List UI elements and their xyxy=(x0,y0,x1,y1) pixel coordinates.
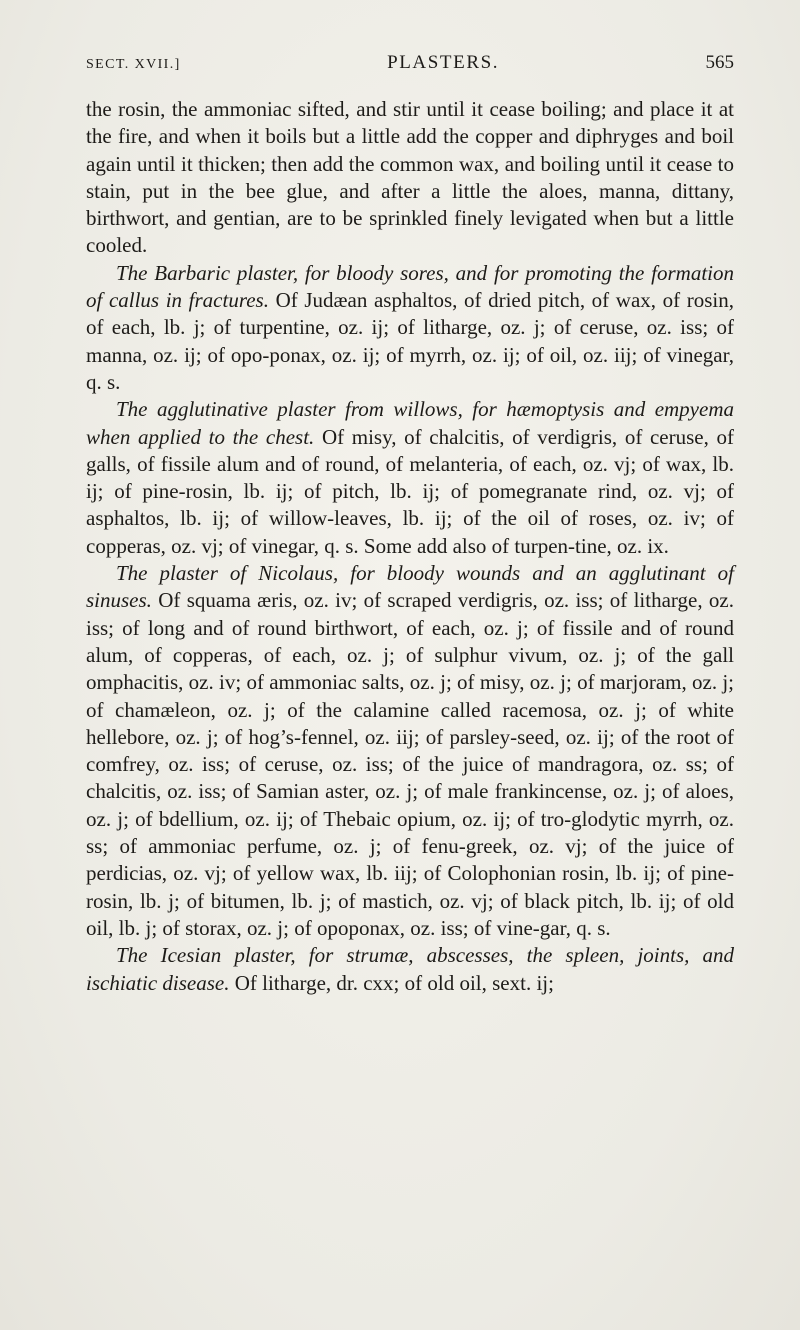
recipe-text: Of squama æris, oz. iv; of scraped verdigris, oz. iss; of litharge, oz. iss; of long and of round birthwort, of each, oz. j; of fissile and of round alum, of copperas, of each, oz. j; of sulphur vivum, oz. j; of the gall omphacitis, oz. iv; of ammoniac salts, oz. j; of misy, oz. j; of marjoram, oz. j; of chamæleon, oz. j; of the calamine called racemosa, oz. j; of white hellebore, oz. j; of hog’s-fennel, oz. iij; of parsley-seed, oz. ij; of the root of comfrey, oz. iss; of ceruse, oz. iss; of the juice of mandragora, oz. ss; of chalcitis, oz. iss; of Samian aster, oz. j; of male frankincense, oz. j; of aloes, oz. j; of bdellium, oz. ij; of Thebaic opium, oz. ij; of tro-glodytic myrrh, oz. ss; of ammoniac perfume, oz. j; of fenu-greek, oz. vj; of the juice of perdicias, oz. vj; of yellow wax, lb. iij; of Colophonian rosin, lb. ij; of pine-rosin, lb. j; of bitumen, lb. j; of mastich, oz. vj; of black pitch, lb. ij; of old oil, lb. j; of storax, oz. j; of opoponax, oz. iss; of vine-gar, q. s. xyxy=(86,588,734,940)
recipe-text: Of litharge, dr. cxx; of old oil, sext. ij; xyxy=(234,970,554,995)
section-label: SECT. XVII.] xyxy=(86,57,181,72)
running-head xyxy=(86,52,734,78)
recipe-heading: The Barbaric plaster, for bloody sores, and for promoting the formation of callus in fractures. xyxy=(86,260,734,313)
recipe-willow-plaster xyxy=(86,396,734,560)
recipe-nicolaus-plaster xyxy=(86,560,734,942)
paragraph-continuation xyxy=(86,96,734,260)
recipe-heading: The plaster of Nicolaus, for bloody wounds and an agglutinant of sinuses. xyxy=(86,561,734,613)
paragraph-text: the rosin, the ammoniac sifted, and stir until it cease boiling; and place it at the fire, and when it boils but a little add the copper and diphryges and boil again until it thicken; then add the common wax, and boiling until it cease to stain, put in the bee glue, and after a little the aloes, manna, dittany, birthwort, and gentian, are to be sprinkled finely levigated when but a little cooled. xyxy=(86,97,734,258)
recipe-text: Of Judæan asphaltos, of dried pitch, of wax, of rosin, of each, lb. j; of turpentine, oz. ij; of litharge, oz. j; of ceruse, oz. iss; of manna, oz. ij; of opo-ponax, oz. ij; of myrrh, oz. ij; of oil, oz. iij; of vinegar, q. s. xyxy=(86,288,734,394)
recipe-text: Of misy, of chalcitis, of verdigris, of ceruse, of galls, of fissile alum and of round, of melanteria, of each, oz. vj; of wax, lb. ij; of pine-rosin, lb. ij; of pitch, lb. ij; of pomegranate rind, oz. vj; of asphaltos, lb. ij; of willow-leaves, lb. ij; of the oil of roses, oz. iv; of copperas, oz. vj; of vinegar, q. s. Some add also of turpen-tine, oz. ix. xyxy=(86,424,734,558)
recipe-heading: The agglutinative plaster from willows, for hæmoptysis and empyema when applied to the chest. xyxy=(86,397,734,449)
body-text xyxy=(86,96,734,997)
page-number: 565 xyxy=(705,52,734,73)
recipe-icesian-plaster xyxy=(86,942,734,997)
recipe-barbaric-plaster xyxy=(86,260,734,396)
page-title: PLASTERS. xyxy=(387,52,500,73)
recipe-heading: The Icesian plaster, for strumæ, abscesses, the spleen, joints, and ischiatic disease. xyxy=(86,943,734,995)
